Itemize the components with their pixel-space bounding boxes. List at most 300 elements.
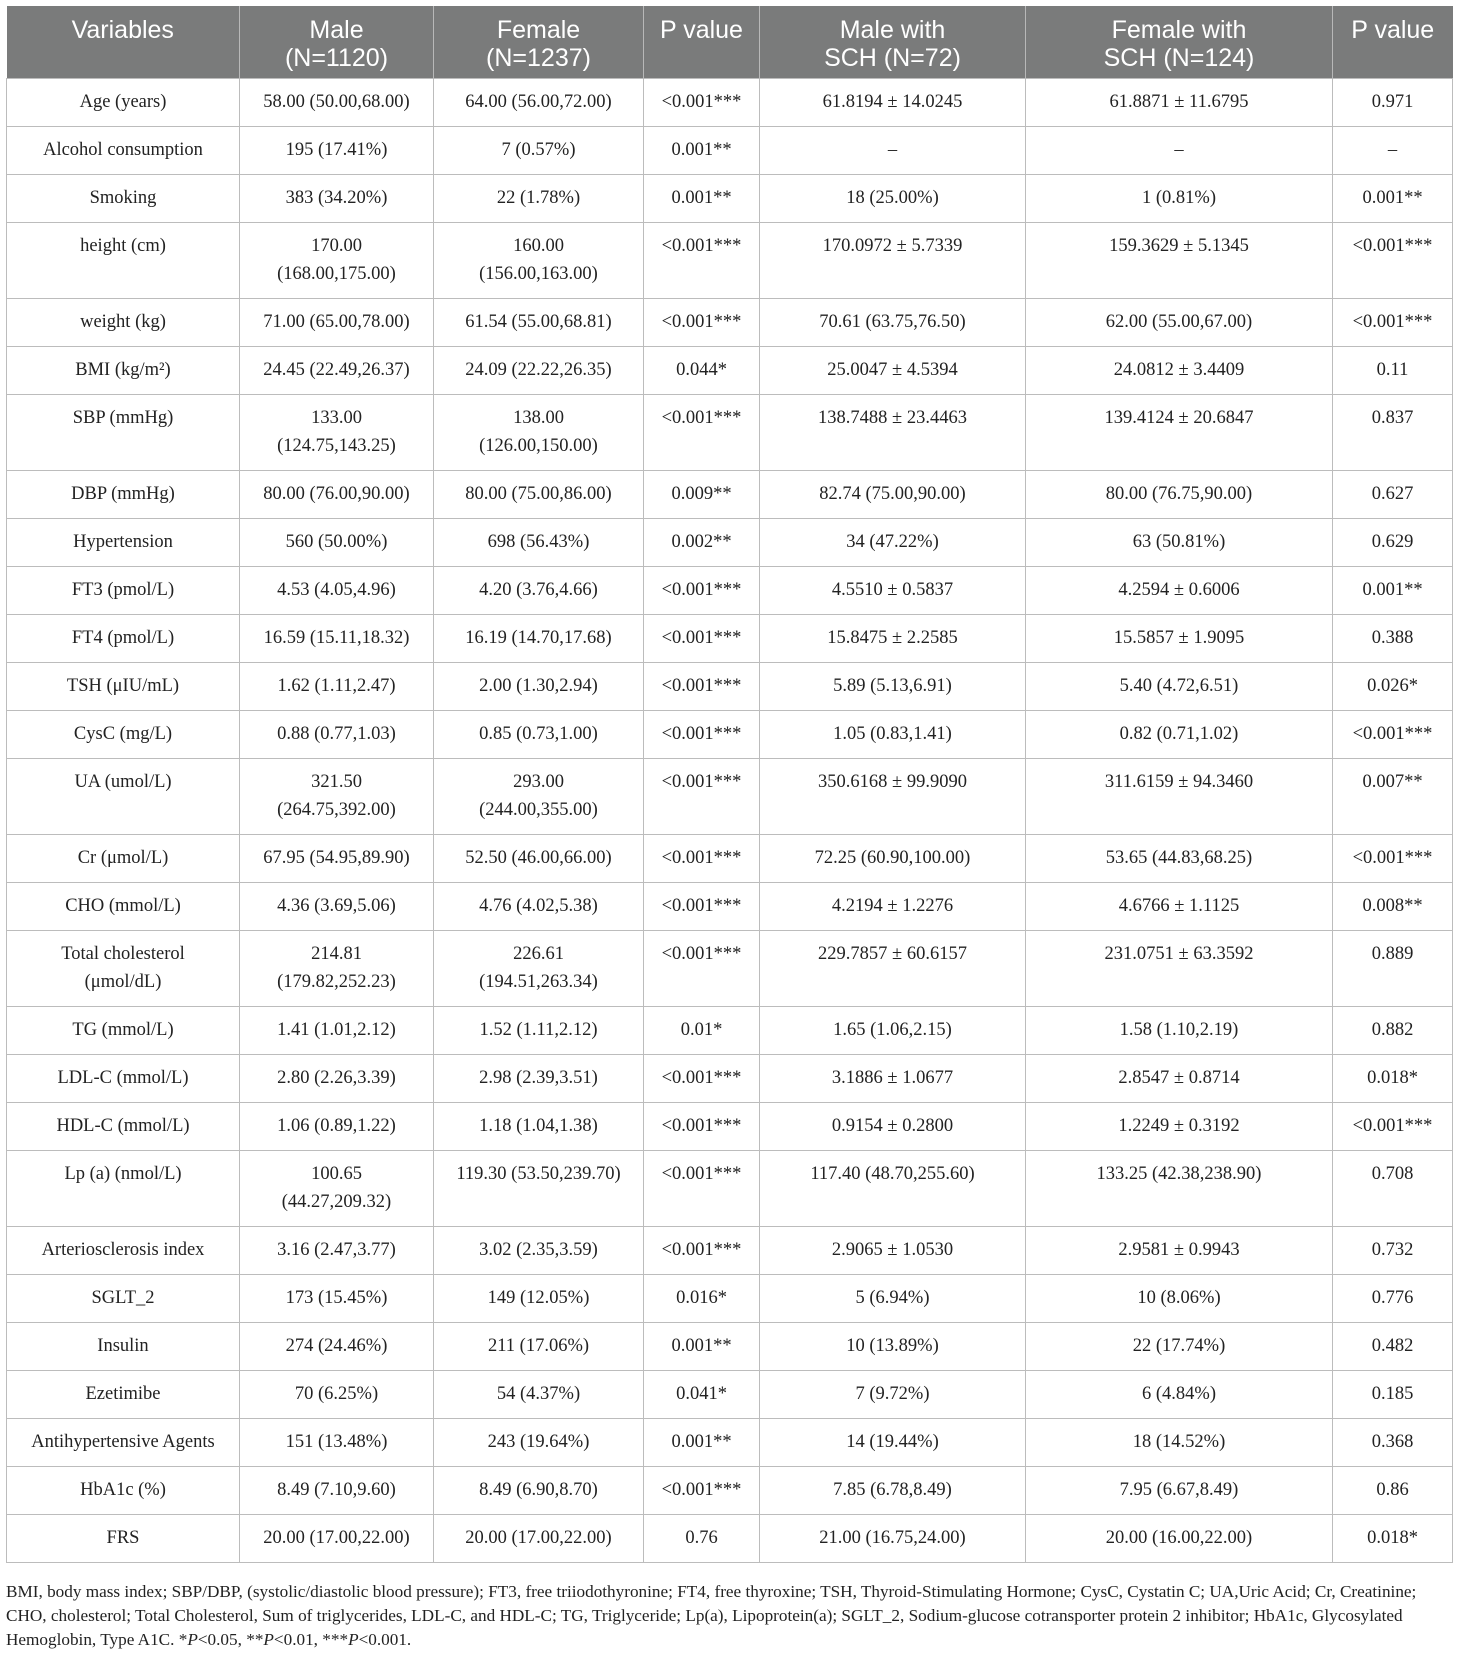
cell-text: 139.4124 ± 20.6847 (1104, 407, 1254, 428)
cell-text: 243 (19.64%) (487, 1431, 590, 1452)
p-value-cell (644, 834, 760, 882)
cell-text: UA (umol/L) (74, 771, 172, 792)
female-cell (434, 470, 644, 518)
male-sch-cell (760, 346, 1026, 394)
cell-text: 18 (25.00%) (846, 187, 939, 208)
cell-text: 0.001** (671, 1335, 732, 1356)
p-value-cell (644, 1150, 760, 1226)
variable-cell (7, 614, 240, 662)
cell-text: 7 (9.72%) (855, 1383, 930, 1404)
cell-text: 4.53 (4.05,4.96) (277, 579, 396, 600)
cell-text: <0.001*** (661, 91, 742, 112)
male-cell (240, 222, 434, 298)
cell-text: LDL-C (mmol/L) (57, 1067, 189, 1088)
cell-text: 5.40 (4.72,6.51) (1119, 675, 1239, 696)
cell-text: 24.45 (22.49,26.37) (263, 359, 410, 380)
footnote-sig1-threshold: <0.05, (197, 1630, 242, 1649)
male-sch-cell (760, 126, 1026, 174)
footnote-sig2-threshold: <0.01, (273, 1630, 318, 1649)
table-row (7, 662, 1453, 710)
cell-text: 151 (13.48%) (285, 1431, 388, 1452)
p-value-sch-cell (1333, 1274, 1453, 1322)
female-cell (434, 1006, 644, 1054)
cell-text: (264.75,392.00) (277, 799, 396, 820)
male-sch-cell (760, 758, 1026, 834)
male-cell (240, 882, 434, 930)
female-cell (434, 126, 644, 174)
p-value-cell (644, 614, 760, 662)
table-row (7, 1274, 1453, 1322)
cell-text: <0.001*** (1352, 311, 1433, 332)
cell-text: 4.2594 ± 0.6006 (1118, 579, 1240, 600)
table-row (7, 1226, 1453, 1274)
cell-text: (μmol/dL) (84, 971, 162, 992)
cell-text: 24.0812 ± 3.4409 (1113, 359, 1245, 380)
p-value-sch-cell (1333, 834, 1453, 882)
cell-text: weight (kg) (80, 311, 166, 332)
cell-text: 293.00 (513, 771, 564, 792)
cell-text: <0.001*** (1352, 847, 1433, 868)
male-cell (240, 566, 434, 614)
cell-text: 7.95 (6.67,8.49) (1119, 1479, 1239, 1500)
variable-cell (7, 566, 240, 614)
p-value-sch-cell (1333, 1370, 1453, 1418)
cell-text: 3.02 (2.35,3.59) (479, 1239, 598, 1260)
header-male: Male (N=1120) (240, 6, 434, 78)
variable-cell (7, 1054, 240, 1102)
cell-text: 53.65 (44.83,68.25) (1105, 847, 1253, 868)
p-value-cell (644, 518, 760, 566)
cell-text: 0.708 (1371, 1163, 1414, 1184)
female-sch-cell (1026, 78, 1333, 126)
cell-text: 0.9154 ± 0.2800 (831, 1115, 954, 1136)
footnote-sig2-stars: ** (246, 1630, 264, 1649)
p-value-cell (644, 298, 760, 346)
cell-text: 67.95 (54.95,89.90) (263, 847, 410, 868)
cell-text: 5 (6.94%) (855, 1287, 930, 1308)
female-sch-cell (1026, 1322, 1333, 1370)
cell-text: Hypertension (73, 531, 173, 552)
cell-text: <0.001*** (661, 771, 742, 792)
p-value-cell (644, 710, 760, 758)
cell-text: <0.001*** (661, 723, 742, 744)
cell-text: 1.52 (1.11,2.12) (479, 1019, 598, 1040)
cell-text: 229.7857 ± 60.6157 (818, 943, 967, 964)
male-sch-cell (760, 1054, 1026, 1102)
female-cell (434, 758, 644, 834)
p-value-cell (644, 394, 760, 470)
cell-text: 0.482 (1371, 1335, 1414, 1356)
p-value-cell (644, 470, 760, 518)
cell-text: Arteriosclerosis index (41, 1239, 205, 1260)
table-row (7, 78, 1453, 126)
female-sch-cell (1026, 1102, 1333, 1150)
male-sch-cell (760, 662, 1026, 710)
cell-text: 34 (47.22%) (846, 531, 939, 552)
cell-text: 21.00 (16.75,24.00) (819, 1527, 966, 1548)
female-cell (434, 1226, 644, 1274)
cell-text: (168.00,175.00) (277, 263, 396, 284)
cell-text: 20.00 (16.00,22.00) (1105, 1527, 1253, 1548)
cell-text: 62.00 (55.00,67.00) (1105, 311, 1253, 332)
cell-text: 0.01* (680, 1019, 723, 1040)
cell-text: HDL-C (mmol/L) (56, 1115, 190, 1136)
cell-text: DBP (mmHg) (71, 483, 175, 504)
cell-text: (179.82,252.23) (277, 971, 396, 992)
cell-text: 0.016* (676, 1287, 727, 1308)
cell-text: TG (mmol/L) (72, 1019, 174, 1040)
cell-text: Insulin (97, 1335, 149, 1356)
table-row (7, 1102, 1453, 1150)
p-value-cell (644, 1370, 760, 1418)
cell-text: <0.001*** (661, 311, 742, 332)
female-cell (434, 1150, 644, 1226)
header-row (7, 6, 1453, 78)
variable-cell (7, 1370, 240, 1418)
female-cell (434, 1418, 644, 1466)
cell-text: <0.001*** (661, 895, 742, 916)
male-sch-cell (760, 1370, 1026, 1418)
table-row (7, 882, 1453, 930)
cell-text: 226.61 (513, 943, 564, 964)
cell-text: 64.00 (56.00,72.00) (465, 91, 612, 112)
cell-text: 3.1886 ± 1.0677 (831, 1067, 954, 1088)
female-sch-cell (1026, 1370, 1333, 1418)
male-cell (240, 126, 434, 174)
female-sch-cell (1026, 298, 1333, 346)
cell-text: 0.026* (1367, 675, 1418, 696)
cell-text: <0.001*** (661, 1479, 742, 1500)
cell-text: 0.007** (1362, 771, 1423, 792)
male-cell (240, 394, 434, 470)
footnote (6, 1580, 1454, 1652)
cell-text: 0.627 (1371, 483, 1414, 504)
p-value-cell (644, 1054, 760, 1102)
cell-text: 0.018* (1367, 1067, 1418, 1088)
cell-text: 138.00 (513, 407, 564, 428)
cell-text: 15.5857 ± 1.9095 (1113, 627, 1245, 648)
male-sch-cell (760, 1514, 1026, 1562)
p-value-sch-cell (1333, 470, 1453, 518)
footnote-sig3-p: P (348, 1630, 359, 1649)
p-value-sch-cell (1333, 566, 1453, 614)
female-cell (434, 710, 644, 758)
cell-text: 1.05 (0.83,1.41) (833, 723, 952, 744)
female-sch-cell (1026, 758, 1333, 834)
female-cell (434, 1322, 644, 1370)
cell-text: (156.00,163.00) (479, 263, 598, 284)
male-cell (240, 662, 434, 710)
table-row (7, 1150, 1453, 1226)
variable-cell (7, 1274, 240, 1322)
cell-text: 3.16 (2.47,3.77) (277, 1239, 396, 1260)
p-value-sch-cell (1333, 1150, 1453, 1226)
female-cell (434, 930, 644, 1006)
variable-cell (7, 298, 240, 346)
cell-text: <0.001*** (661, 1163, 742, 1184)
table-row (7, 1466, 1453, 1514)
male-cell (240, 710, 434, 758)
cell-text: <0.001*** (661, 847, 742, 868)
cell-text: 10 (13.89%) (846, 1335, 939, 1356)
p-value-sch-cell (1333, 1006, 1453, 1054)
male-cell (240, 1150, 434, 1226)
female-cell (434, 298, 644, 346)
cell-text: 70.61 (63.75,76.50) (819, 311, 966, 332)
table-row (7, 1322, 1453, 1370)
p-value-cell (644, 222, 760, 298)
male-sch-cell (760, 614, 1026, 662)
cell-text: 0.001** (671, 139, 732, 160)
table-row (7, 1514, 1453, 1562)
female-sch-cell (1026, 346, 1333, 394)
p-value-sch-cell (1333, 346, 1453, 394)
cell-text: 0.629 (1371, 531, 1414, 552)
cell-text: 195 (17.41%) (285, 139, 388, 160)
cell-text: 159.3629 ± 5.1345 (1109, 235, 1249, 256)
cell-text: 4.2194 ± 1.2276 (831, 895, 954, 916)
cell-text: Age (years) (79, 91, 167, 112)
male-sch-cell (760, 394, 1026, 470)
variable-cell (7, 710, 240, 758)
variable-cell (7, 1150, 240, 1226)
cell-text: 2.00 (1.30,2.94) (479, 675, 598, 696)
male-sch-cell (760, 1006, 1026, 1054)
cell-text: Total cholesterol (61, 943, 185, 964)
table-row (7, 710, 1453, 758)
cell-text: <0.001*** (661, 1239, 742, 1260)
p-value-cell (644, 1006, 760, 1054)
cell-text: <0.001*** (661, 943, 742, 964)
p-value-sch-cell (1333, 394, 1453, 470)
male-sch-cell (760, 930, 1026, 1006)
cell-text: 0.85 (0.73,1.00) (479, 723, 598, 744)
variable-cell (7, 882, 240, 930)
cell-text: 1 (0.81%) (1142, 187, 1216, 208)
male-sch-cell (760, 710, 1026, 758)
cell-text: 133.25 (42.38,238.90) (1096, 1163, 1262, 1184)
male-sch-cell (760, 298, 1026, 346)
cell-text: 170.00 (311, 235, 362, 256)
p-value-sch-cell (1333, 298, 1453, 346)
cell-text: 80.00 (76.75,90.00) (1105, 483, 1253, 504)
female-sch-cell (1026, 710, 1333, 758)
female-cell (434, 662, 644, 710)
p-value-sch-cell (1333, 222, 1453, 298)
female-sch-cell (1026, 1054, 1333, 1102)
cell-text: 1.18 (1.04,1.38) (479, 1115, 598, 1136)
female-cell (434, 78, 644, 126)
table-row (7, 930, 1453, 1006)
cell-text: 1.62 (1.11,2.47) (277, 675, 396, 696)
cell-text: SBP (mmHg) (72, 407, 174, 428)
female-cell (434, 1370, 644, 1418)
female-cell (434, 834, 644, 882)
cell-text: 173 (15.45%) (285, 1287, 388, 1308)
cell-text: 16.19 (14.70,17.68) (465, 627, 612, 648)
cell-text: 698 (56.43%) (487, 531, 590, 552)
p-value-sch-cell (1333, 1322, 1453, 1370)
footnote-sig1-p: P (187, 1630, 198, 1649)
table-row (7, 614, 1453, 662)
male-cell (240, 1274, 434, 1322)
cell-text: 4.76 (4.02,5.38) (479, 895, 598, 916)
cell-text: 0.837 (1371, 407, 1414, 428)
table-row (7, 222, 1453, 298)
male-cell (240, 1102, 434, 1150)
cell-text: 138.7488 ± 23.4463 (818, 407, 967, 428)
cell-text: 8.49 (7.10,9.60) (277, 1479, 396, 1500)
p-value-sch-cell (1333, 174, 1453, 222)
table-row (7, 470, 1453, 518)
male-sch-cell (760, 1466, 1026, 1514)
cell-text: <0.001*** (661, 627, 742, 648)
cell-text: <0.001*** (661, 579, 742, 600)
p-value-cell (644, 930, 760, 1006)
cell-text: FRS (106, 1527, 140, 1548)
cell-text: CysC (mg/L) (73, 723, 173, 744)
cell-text: 0.044* (676, 359, 727, 380)
cell-text: 149 (12.05%) (487, 1287, 590, 1308)
variable-cell (7, 78, 240, 126)
cell-text: 72.25 (60.90,100.00) (814, 847, 971, 868)
p-value-cell (644, 1466, 760, 1514)
female-sch-cell (1026, 882, 1333, 930)
female-sch-cell (1026, 1226, 1333, 1274)
male-cell (240, 1322, 434, 1370)
cell-text: 4.6766 ± 1.1125 (1118, 895, 1240, 916)
female-sch-cell (1026, 1006, 1333, 1054)
cell-text: 4.20 (3.76,4.66) (479, 579, 598, 600)
cell-text: 61.54 (55.00,68.81) (465, 311, 612, 332)
p-value-cell (644, 1226, 760, 1274)
p-value-sch-cell (1333, 614, 1453, 662)
cell-text: FT4 (pmol/L) (71, 627, 175, 648)
male-cell (240, 518, 434, 566)
female-sch-cell (1026, 126, 1333, 174)
cell-text: 119.30 (53.50,239.70) (456, 1163, 621, 1184)
p-value-sch-cell (1333, 1466, 1453, 1514)
male-sch-cell (760, 1322, 1026, 1370)
cell-text: Alcohol consumption (43, 139, 203, 160)
cell-text: 6 (4.84%) (1142, 1383, 1216, 1404)
header-p-value-sch: P value (1333, 6, 1453, 78)
female-cell (434, 1466, 644, 1514)
table-row (7, 1418, 1453, 1466)
cell-text: <0.001*** (661, 675, 742, 696)
cell-text: 117.40 (48.70,255.60) (810, 1163, 975, 1184)
cell-text: 0.889 (1371, 943, 1414, 964)
cell-text: 1.06 (0.89,1.22) (277, 1115, 396, 1136)
cell-text: 0.368 (1371, 1431, 1414, 1452)
p-value-cell (644, 1274, 760, 1322)
male-cell (240, 298, 434, 346)
cell-text: 61.8194 ± 14.0245 (822, 91, 963, 112)
cell-text: Antihypertensive Agents (31, 1431, 215, 1452)
p-value-cell (644, 758, 760, 834)
cell-text: 133.00 (311, 407, 362, 428)
cell-text: FT3 (pmol/L) (71, 579, 175, 600)
female-cell (434, 1054, 644, 1102)
table-row (7, 1054, 1453, 1102)
cell-text: 160.00 (513, 235, 564, 256)
cell-text: <0.001*** (661, 1115, 742, 1136)
footnote-text: BMI, body mass index; SBP/DBP, (systolic/diastolic blood pressure); FT3, free triiodothyronine; FT4, free thyroxine; TSH, Thyroid-Stimulating Hormone; CysC, Cystatin C; UA,Uric Acid; Cr, Creatinine; CHO, cholesterol; Total Cholesterol, Sum of triglycerides, LDL-C, and HDL-C; TG, Triglyceride; Lp(a), Lipoprotein(a); SGLT_2, Sodium-glucose cotransporter protein 2 inhibitor; HbA1c, Glycosylated Hemoglobin, Type A1C. (6, 1582, 1417, 1649)
cell-text: 2.80 (2.26,3.39) (277, 1067, 396, 1088)
female-sch-cell (1026, 518, 1333, 566)
cell-text: – (1174, 139, 1184, 160)
footnote-sig3-stars: *** (322, 1630, 349, 1649)
female-sch-cell (1026, 662, 1333, 710)
male-cell (240, 1006, 434, 1054)
p-value-cell (644, 1514, 760, 1562)
table-row (7, 298, 1453, 346)
table-row (7, 1006, 1453, 1054)
p-value-sch-cell (1333, 1054, 1453, 1102)
cell-text: 18 (14.52%) (1132, 1431, 1226, 1452)
header-p-value: P value (644, 6, 760, 78)
cell-text: (194.51,263.34) (479, 971, 598, 992)
cell-text: 2.8547 ± 0.8714 (1118, 1067, 1240, 1088)
variable-cell (7, 662, 240, 710)
female-sch-cell (1026, 1274, 1333, 1322)
male-cell (240, 758, 434, 834)
data-table (6, 6, 1453, 1563)
cell-text: 0.009** (671, 483, 732, 504)
cell-text: 4.36 (3.69,5.06) (277, 895, 396, 916)
cell-text: 0.041* (676, 1383, 727, 1404)
cell-text: 0.11 (1376, 359, 1409, 380)
male-cell (240, 930, 434, 1006)
female-cell (434, 1514, 644, 1562)
table-row (7, 834, 1453, 882)
cell-text: 82.74 (75.00,90.00) (819, 483, 966, 504)
cell-text: 20.00 (17.00,22.00) (465, 1527, 612, 1548)
female-cell (434, 614, 644, 662)
cell-text: TSH (μIU/mL) (66, 675, 180, 696)
male-sch-cell (760, 1274, 1026, 1322)
cell-text: 0.776 (1371, 1287, 1414, 1308)
male-cell (240, 78, 434, 126)
cell-text: 0.018* (1367, 1527, 1418, 1548)
p-value-cell (644, 346, 760, 394)
female-sch-cell (1026, 930, 1333, 1006)
cell-text: BMI (kg/m²) (75, 359, 171, 380)
table-row (7, 758, 1453, 834)
table-row (7, 126, 1453, 174)
p-value-cell (644, 1102, 760, 1150)
footnote-sig1-stars: * (178, 1630, 188, 1649)
male-sch-cell (760, 1418, 1026, 1466)
cell-text: 0.185 (1371, 1383, 1414, 1404)
cell-text: 214.81 (311, 943, 362, 964)
variable-cell (7, 1514, 240, 1562)
cell-text: <0.001*** (1352, 235, 1433, 256)
p-value-cell (644, 1418, 760, 1466)
cell-text: 7.85 (6.78,8.49) (833, 1479, 952, 1500)
cell-text: 1.58 (1.10,2.19) (1119, 1019, 1239, 1040)
variable-cell (7, 518, 240, 566)
cell-text: 0.82 (0.71,1.02) (1119, 723, 1239, 744)
variable-cell (7, 758, 240, 834)
p-value-cell (644, 174, 760, 222)
cell-text: 80.00 (75.00,86.00) (465, 483, 612, 504)
p-value-sch-cell (1333, 930, 1453, 1006)
cell-text: 350.6168 ± 99.9090 (818, 771, 967, 792)
table-row (7, 566, 1453, 614)
male-sch-cell (760, 566, 1026, 614)
cell-text: 274 (24.46%) (285, 1335, 388, 1356)
